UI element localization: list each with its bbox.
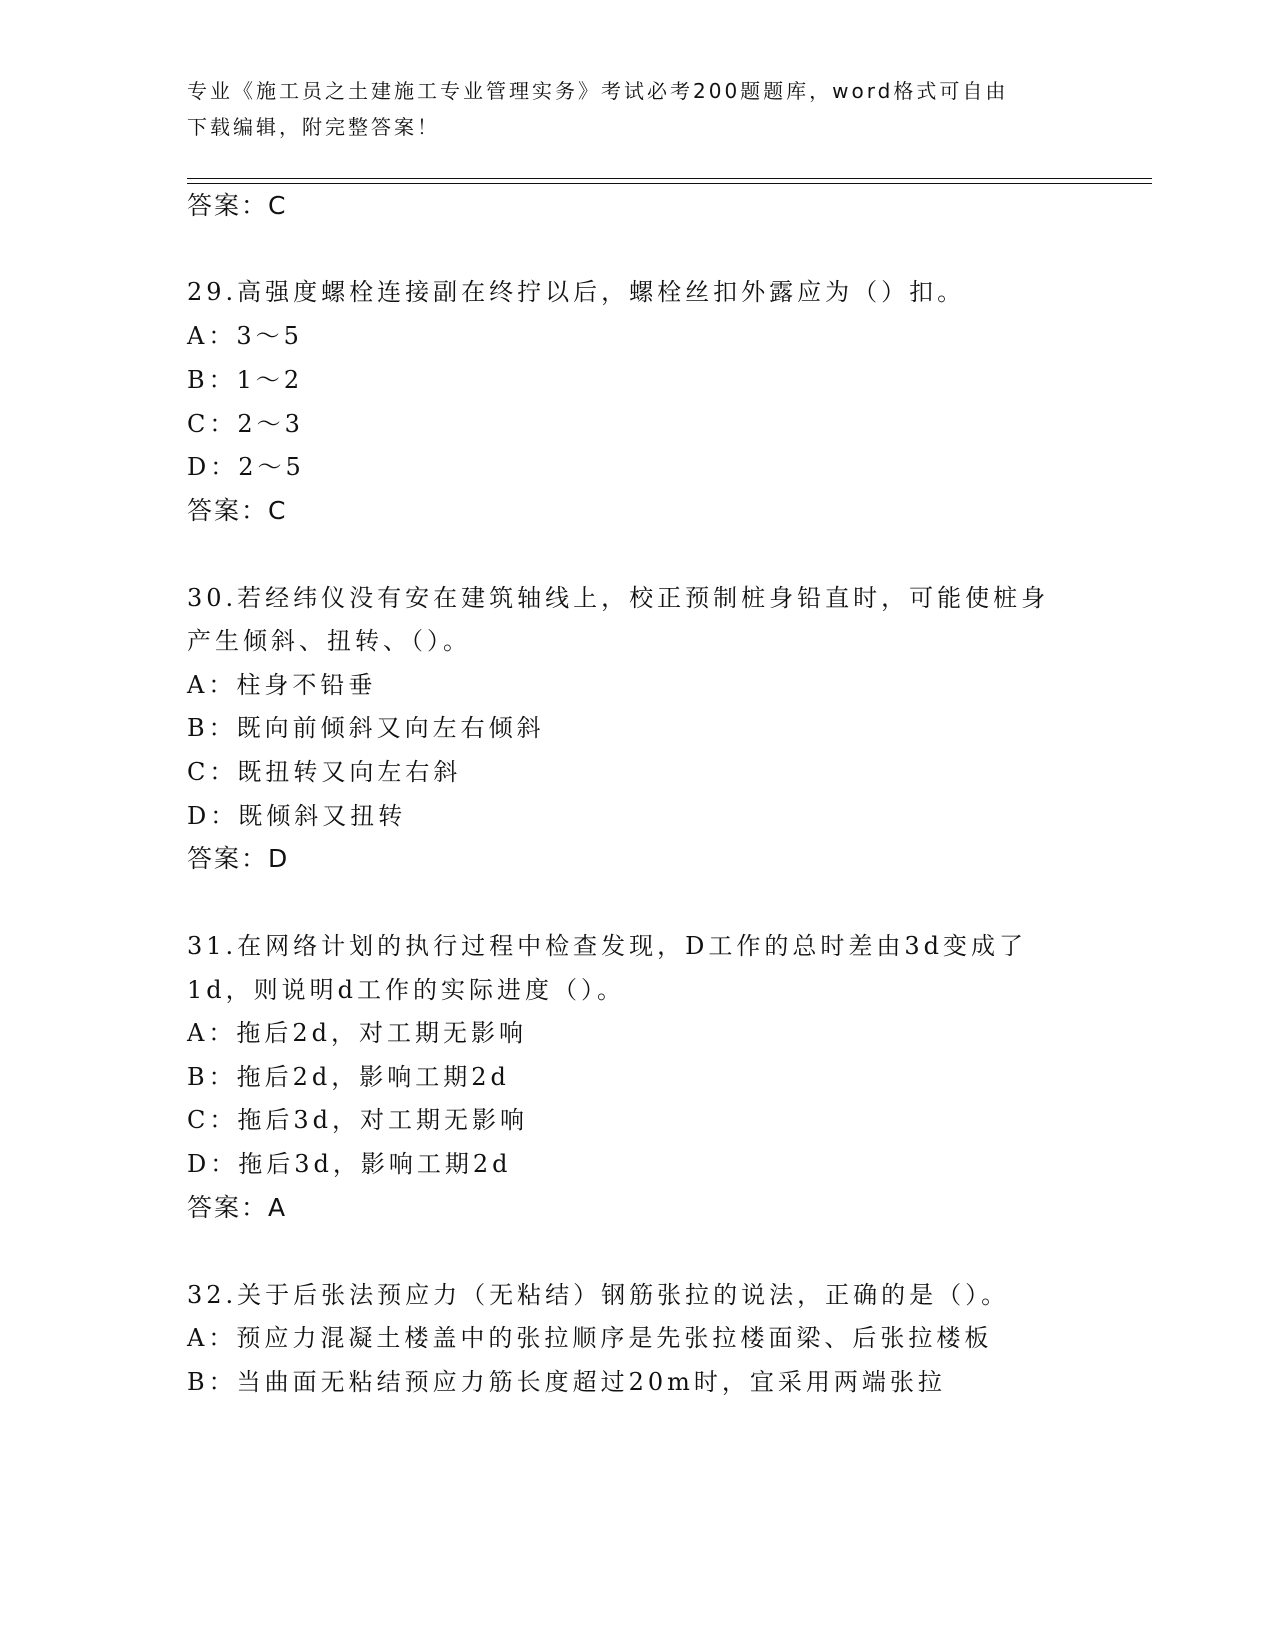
question-29-option-b: B：1～2 (187, 366, 304, 394)
question-31-option-b: B：拖后2d，影响工期2d (187, 1063, 510, 1091)
header-line-2: 下载编辑，附完整答案！ (187, 115, 440, 139)
question-30-answer: 答案：D (187, 844, 290, 873)
question-30-stem-line-2: 产生倾斜、扭转、（）。 (187, 627, 471, 655)
question-30-stem-line-1: 30.若经纬仪没有安在建筑轴线上，校正预制桩身铅直时，可能使桩身 (187, 584, 1050, 612)
header-divider-bottom (187, 183, 1152, 184)
header-divider-top (187, 178, 1152, 179)
question-29-answer: 答案：C (187, 496, 288, 525)
question-31-option-d: D：拖后3d，影响工期2d (187, 1150, 512, 1178)
document-header (187, 73, 1067, 145)
question-32-option-a: A：预应力混凝土楼盖中的张拉顺序是先张拉楼面梁、后张拉楼板 (187, 1324, 993, 1352)
question-31-answer: 答案：A (187, 1193, 288, 1222)
question-31-stem-line-1: 31.在网络计划的执行过程中检查发现，D工作的总时差由3d变成了 (187, 932, 1028, 960)
question-32-stem: 32.关于后张法预应力（无粘结）钢筋张拉的说法，正确的是（）。 (187, 1281, 1010, 1309)
question-30-option-c: C：既扭转又向左右斜 (187, 758, 462, 786)
question-29-option-d: D：2～5 (187, 453, 305, 481)
header-line-1: 专业《施工员之土建施工专业管理实务》考试必考200题题库，word格式可自由 (187, 79, 1009, 103)
answer-previous: 答案：C (187, 191, 288, 220)
question-29-option-a: A：3～5 (187, 322, 303, 350)
question-30-option-b: B：既向前倾斜又向左右倾斜 (187, 714, 545, 742)
question-29-option-c: C：2～3 (187, 410, 304, 438)
question-31-option-a: A：拖后2d，对工期无影响 (187, 1019, 527, 1047)
question-32-option-b: B：当曲面无粘结预应力筋长度超过20m时，宜采用两端张拉 (187, 1368, 946, 1396)
question-30-option-d: D：既倾斜又扭转 (187, 802, 407, 830)
question-29-stem: 29.高强度螺栓连接副在终拧以后，螺栓丝扣外露应为（）扣。 (187, 278, 966, 306)
question-30-option-a: A：柱身不铅垂 (187, 671, 377, 699)
question-31-option-c: C：拖后3d，对工期无影响 (187, 1106, 528, 1134)
question-31-stem-line-2: 1d，则说明d工作的实际进度（）。 (187, 976, 625, 1004)
